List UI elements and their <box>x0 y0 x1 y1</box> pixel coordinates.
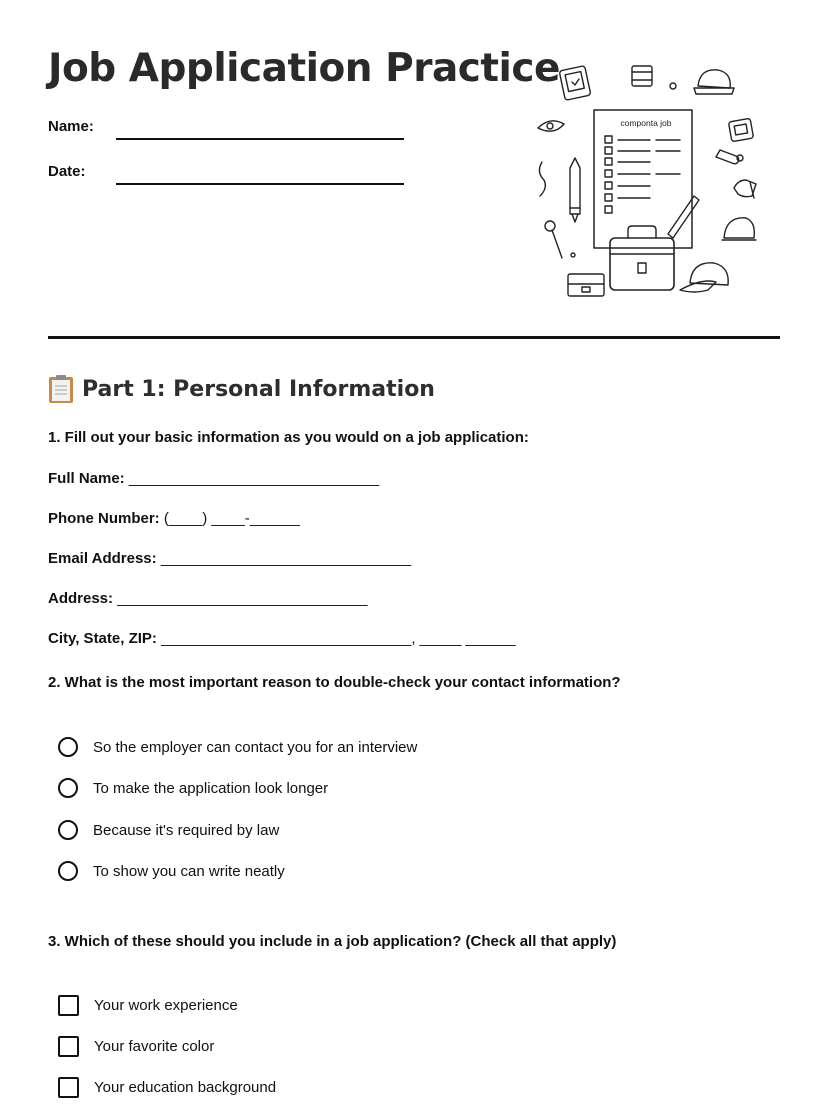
clipboard-label: componta job <box>620 118 672 128</box>
radio-button[interactable] <box>58 737 78 757</box>
q2-option[interactable] <box>58 737 417 757</box>
question-1: 1. Fill out your basic information as you would on a job application: <box>48 429 529 446</box>
field-blank[interactable]: ______________________________ <box>117 590 368 607</box>
field-label: Full Name: <box>48 470 125 487</box>
page-title: Job Application Practice <box>48 46 560 91</box>
field-blank[interactable]: ______________________________, _____ ______ <box>161 630 516 647</box>
part1-heading <box>48 374 435 404</box>
helmet-icon <box>722 218 756 240</box>
eye-icon <box>538 121 564 131</box>
date-field[interactable] <box>116 183 404 185</box>
checkbox[interactable] <box>58 1036 79 1057</box>
job-illustration <box>528 58 768 303</box>
phone-icon <box>559 66 591 101</box>
field-blank[interactable]: ______________________________ <box>160 550 412 567</box>
tape-icon <box>716 150 743 164</box>
hand-icon <box>734 180 756 198</box>
radio-button[interactable] <box>58 778 78 798</box>
option-label: Your education background <box>94 1079 277 1096</box>
hard-hat-icon <box>694 70 734 94</box>
q2-option[interactable] <box>58 778 328 798</box>
option-label: Your work experience <box>94 997 238 1014</box>
full-name-field[interactable] <box>48 470 379 487</box>
radio-button[interactable] <box>58 820 78 840</box>
name-field[interactable] <box>116 138 404 140</box>
question-2: 2. What is the most important reason to double-check your contact information? <box>48 674 621 691</box>
field-label: Address: <box>48 590 114 607</box>
hard-hat-icon <box>680 263 728 292</box>
name-label: Name: <box>48 118 94 135</box>
window-icon <box>632 66 652 86</box>
field-label: Email Address: <box>48 550 157 567</box>
wrench-icon <box>545 221 575 258</box>
clipboard-checklist-icon <box>594 110 692 248</box>
q3-option[interactable] <box>58 1077 276 1098</box>
clipboard-icon <box>48 374 74 404</box>
toolbox-icon <box>568 274 604 296</box>
radio-button[interactable] <box>58 861 78 881</box>
option-label: To make the application look longer <box>93 779 329 797</box>
date-label: Date: <box>48 163 86 180</box>
option-label: Because it's required by law <box>93 821 280 839</box>
q3-option[interactable] <box>58 995 238 1016</box>
q2-option[interactable] <box>58 820 279 840</box>
q3-option[interactable] <box>58 1036 214 1057</box>
calculator-icon <box>728 118 753 142</box>
email-address-field[interactable] <box>48 550 411 567</box>
pencil-icon <box>570 158 580 222</box>
gear-icon <box>670 83 676 89</box>
checkbox[interactable] <box>58 1077 79 1098</box>
section-divider <box>48 336 780 339</box>
field-label: Phone Number: <box>48 510 160 527</box>
briefcase-icon <box>610 226 674 290</box>
field-label: City, State, ZIP: <box>48 630 157 647</box>
question-3: 3. Which of these should you include in a job application? (Check all that apply) <box>48 933 617 950</box>
pen-icon <box>668 196 699 238</box>
hook-icon <box>539 162 545 196</box>
city-state-zip-field[interactable] <box>48 630 516 647</box>
phone-number-field[interactable] <box>48 510 300 527</box>
field-blank[interactable]: (____) ____-______ <box>163 510 300 527</box>
checkbox[interactable] <box>58 995 79 1016</box>
option-label: Your favorite color <box>94 1038 215 1055</box>
option-label: To show you can write neatly <box>93 862 285 880</box>
field-blank[interactable]: ______________________________ <box>128 470 380 487</box>
option-label: So the employer can contact you for an interview <box>93 738 418 756</box>
part1-heading-text: Part 1: Personal Information <box>82 376 435 402</box>
q2-option[interactable] <box>58 861 285 881</box>
address-field[interactable] <box>48 590 367 607</box>
